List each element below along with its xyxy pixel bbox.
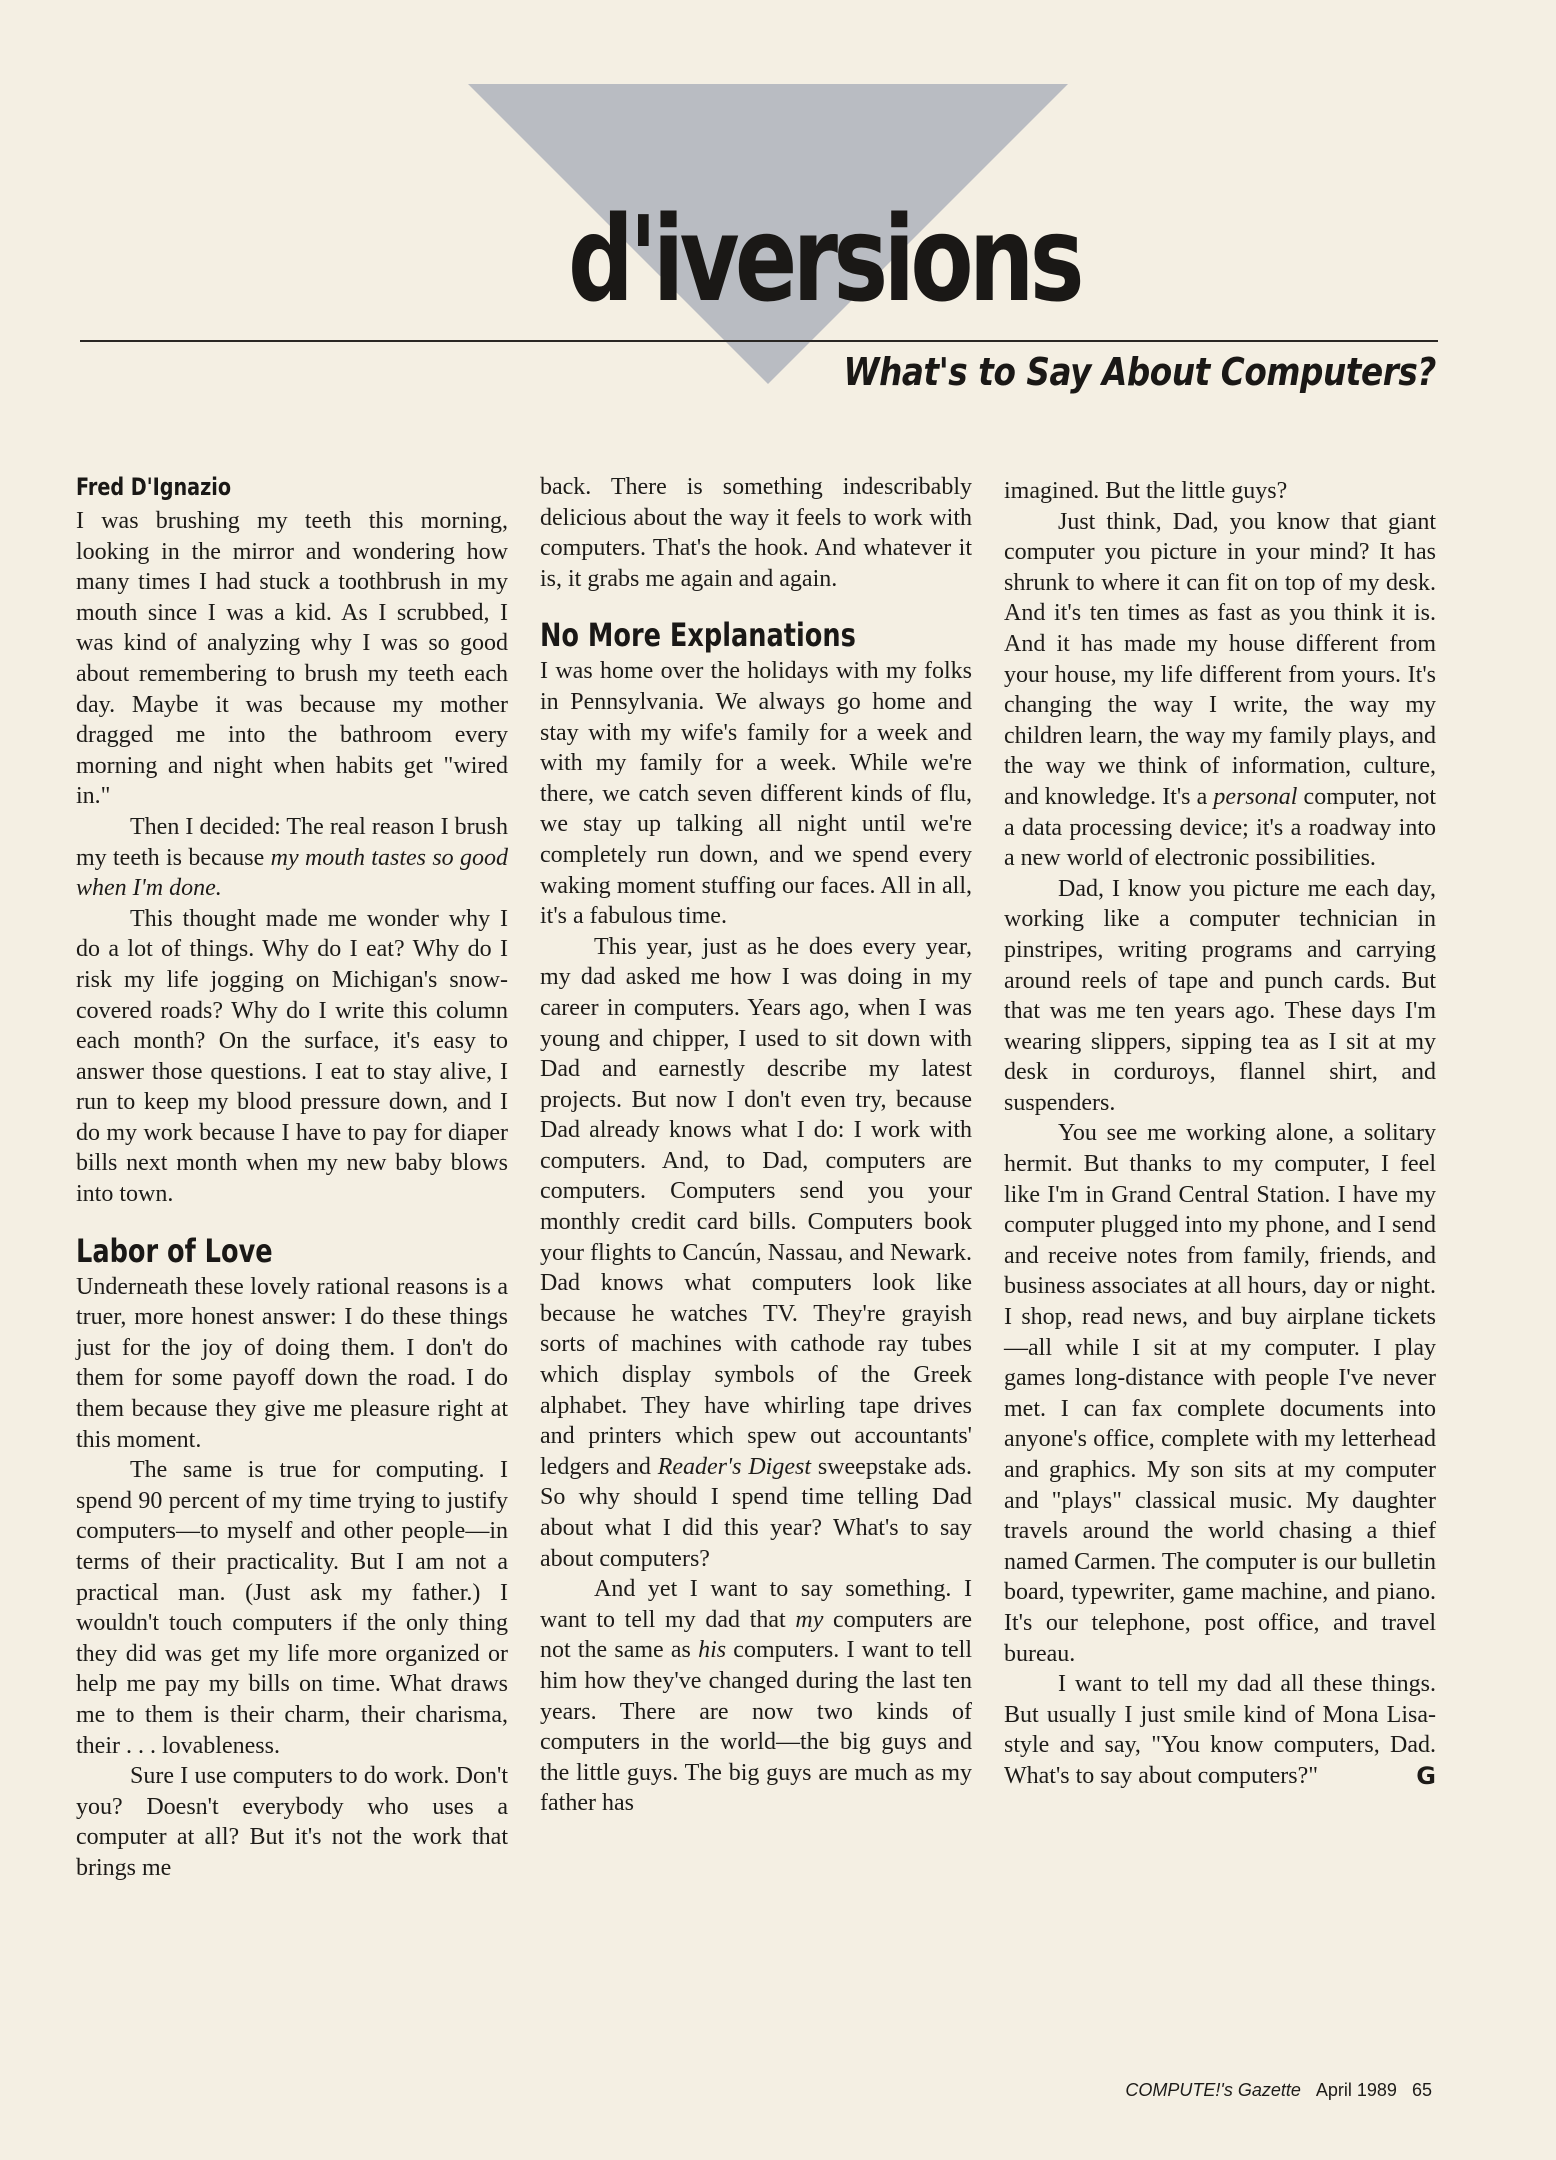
paragraph: You see me working alone, a solitary hermit. But thanks to my computer, I feel like I'm in Grand Central Station. I have my computer plugged into my phone, and I send and receive notes from family, friends, and business associates at all hours, day or night. I shop, read news, and buy airplane tickets—all while I sit at my computer. I play games long-distance with people I've never met. I can fax complete documents into anyone's office, complete with my letterhead and graphics. My son sits at my computer and "plays" classical music. My daughter travels around the world chasing a thief named Carmen. The computer is our bulletin board, typewriter, game machine, and piano. It's our telephone, post office, and travel bureau. [1004,1120,1436,1667]
paragraph: Underneath these lovely rational reasons is a truer, more honest answer: I do these things just for the joy of doing them. I don't do them for some payoff down the road. I do them because they give me pleasure right at this moment. [76,1273,508,1453]
article-title: What's to Say About Computers? [843,350,1436,394]
paragraph: Then I decided: The real reason I brush my teeth is because my mouth tastes so good when I'm done. [76,813,508,902]
end-mark-icon: G [1416,1761,1436,1790]
subhead-no-more-explanations: No More Explanations [540,616,856,655]
paragraph: I want to tell my dad all these things. But usually I just smile kind of Mona Lisa-style and say, "You know computers, Dad. What's to say about computers?" G [1004,1671,1436,1790]
author-byline: Fred D'Ignazio [76,473,232,501]
paragraph: Just think, Dad, you know that giant computer you picture in your mind? It has shrunk to where it can fit on top of my desk. And it's ten times as fast as you think it is. And it has made my house different from your house, my life different from yours. It's changing the way I write, the way my children learn, the way my family plays, and the way we think of information, culture, and knowledge. It's a personal computer, not a data processing device; it's a roadway into a new world of electronic possibilities. [1004,508,1437,872]
paragraph: I was brushing my teeth this morning, looking in the mirror and wondering how many times I had stuck a toothbrush in my mouth since I was a kid. As I scrubbed, I was kind of analyzing why I was so good about remembering to brush my teeth each day. Maybe it was because my mother dragged me into the bathroom every morning and night when habits get "wired in." [76,508,508,810]
section-logo: d'iversions [568,190,1080,328]
header-rule [80,340,1438,342]
column-2 [540,472,972,1819]
paragraph: This year, just as he does every year, my dad asked me how I was doing in my career in computers. Years ago, when I was young and chipper, I used to sit down with Dad and earnestly describe my latest projects. But now I don't even try, because Dad already knows what I do: I work with computers. And, to Dad, computers are computers. Computers send you your monthly credit card bills. Computers book your flights to Cancún, Nassau, and Newark. Dad knows what computers look like because he watches TV. They're grayish sorts of machines with cathode ray tubes which display symbols of the Greek alphabet. They have whirling tape drives and printers which spew out accountants' ledgers and Reader's Digest sweepstake ads. So why should I spend time telling Dad about what I did this year? What's to say about computers? [540,933,973,1572]
paragraph: I was home over the holidays with my folks in Pennsylvania. We always go home and stay with my wife's family for a week and with my family for a week. While we're there, we catch seven different kinds of flu, we stay up talking all night until we're completely run down, and we spend every waking moment stuffing our faces. All in all, it's a fabulous time. [540,658,972,930]
paragraph: back. There is something indescribably delicious about the way it feels to work with computers. That's the hook. And whatever it is, it grabs me again and again. [540,474,972,592]
paragraph: imagined. But the little guys? [1004,478,1288,504]
page-footer [1115,2080,1432,2101]
paragraph: This thought made me wonder why I do a lot of things. Why do I eat? Why do I risk my life jogging on Michigan's snow-covered roads? Why do I write this column each month? On the surface, it's easy to answer those questions. I eat to stay alive, I run to keep my blood pressure down, and I do my work because I have to pay for diaper bills next month when my new baby blows into town. [76,905,508,1208]
paragraph: Dad, I know you picture me each day, working like a computer technician in pinstripes, writing programs and carrying around reels of tape and punch cards. But that was me ten years ago. These days I'm wearing slippers, sipping tea as I sit at my desk in corduroys, flannel shirt, and suspenders. [1004,875,1436,1116]
issue-date: April 1989 [1315,2080,1397,2100]
paragraph: Sure I use computers to do work. Don't you? Doesn't everybody who uses a computer at all? But it's not the work that brings me [76,1763,508,1881]
page-number: 65 [1411,2080,1432,2100]
subhead-labor-of-love: Labor of Love [76,1231,273,1270]
column-1 [76,472,508,1884]
paragraph: And yet I want to say something. I want to tell my dad that my computers are not the same as his computers. I want to tell him how they've changed during the last ten years. There are now two kinds of computers in the world—the big guys and the little guys. The big guys are much as my father has [540,1576,972,1817]
paragraph: The same is true for computing. I spend 90 percent of my time trying to justify computers—to myself and other people—in terms of their practicality. But I am not a practical man. (Just ask my father.) I wouldn't touch computers if the only thing they did was get my life more organized or help me pay my bills on time. What draws me to them is their charm, their charisma, their . . . lovableness. [76,1457,508,1759]
magazine-name: COMPUTE!'s Gazette [1125,2080,1301,2100]
column-3 [1004,476,1436,1792]
